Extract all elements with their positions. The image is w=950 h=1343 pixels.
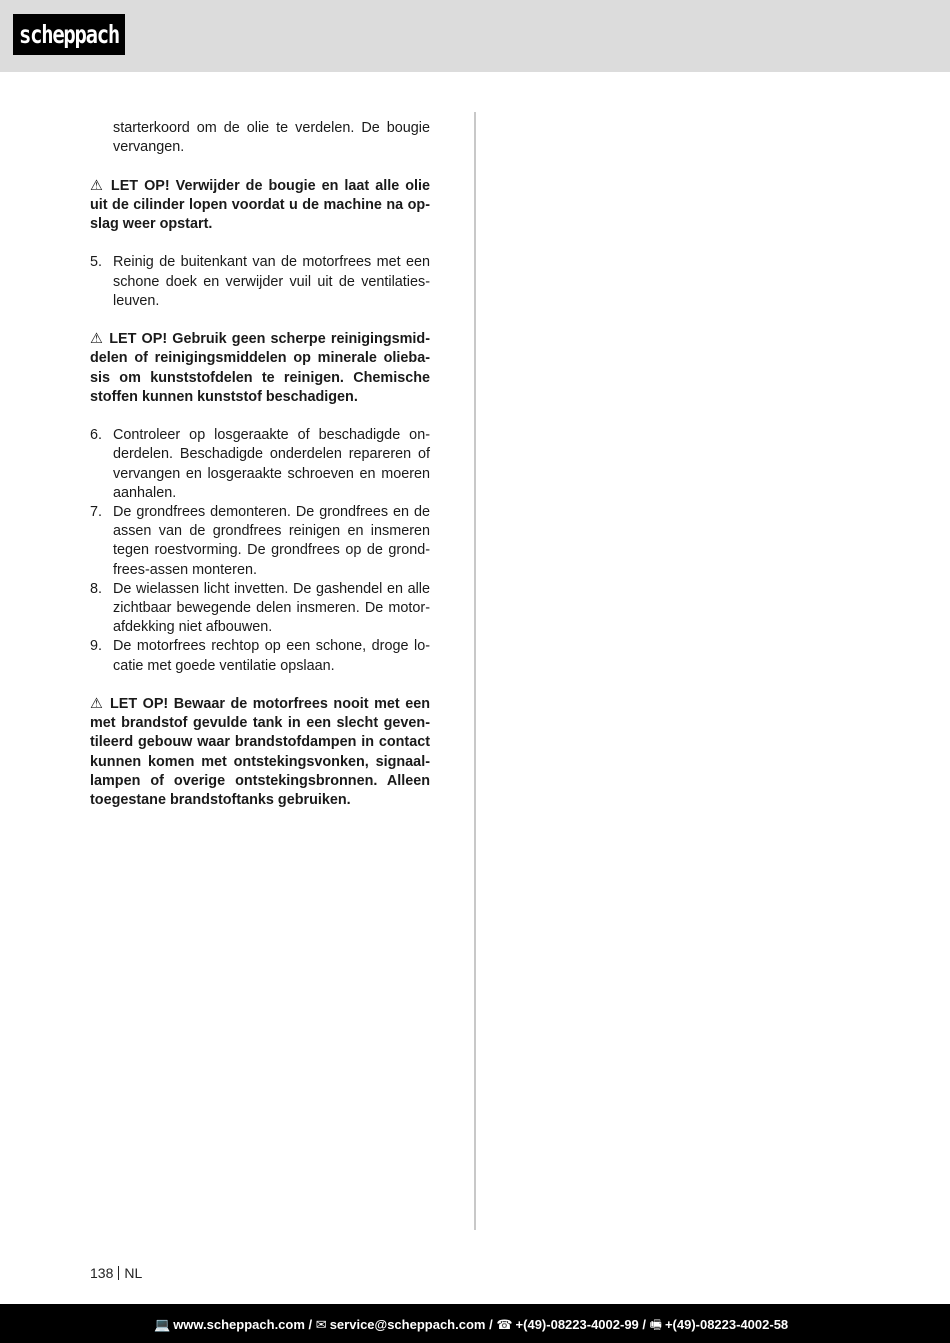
footer-fax: +(49)-08223-4002-58: [664, 1317, 789, 1332]
warning-label: LET OP!: [110, 177, 170, 194]
list-item-number: 6.: [90, 427, 103, 444]
warning-text: Bewaar de motorfrees nooit met een met brandstof gevulde tank in een slecht geventileerd gebouw waar brandstofdampen in contact kunnen komen met ontstekingsvonken, signaallampen of overige ontstekingsbronnen. Alleen toegestane brandstoftanks gebruiken.: [90, 696, 431, 809]
list-item: [90, 503, 430, 580]
warning-triangle-icon: ⚠: [90, 331, 105, 348]
list-item-text: De wielassen licht invetten. De gashendel en alle zichtbaar bewegende delen insmeren. De motorafdekking niet afbouwen.: [113, 580, 430, 636]
envelope-icon: ✉: [315, 1317, 327, 1332]
list-item: [90, 580, 430, 638]
footer-contact: [154, 1316, 788, 1338]
warning-block: [90, 330, 430, 407]
list-item: [90, 637, 430, 675]
footer-email[interactable]: service@scheppach.com: [329, 1317, 486, 1332]
list-item-text: Controleer op losgeraakte of beschadigde onderdelen. Beschadigde onderdelen repareren of vervangen en losgeraakte schroeven en moeren aanhalen.: [113, 427, 430, 501]
laptop-icon: 💻: [154, 1317, 171, 1332]
main-column: [90, 119, 430, 810]
list-item-text: Reinig de buitenkant van de motorfrees met een schone doek en verwijder vuil uit de ventilatiesleuven.: [113, 254, 430, 309]
page-header: [0, 0, 950, 72]
column-divider: [474, 112, 476, 1230]
warning-label: LET OP!: [109, 696, 169, 713]
footer-phone[interactable]: +(49)-08223-4002-99: [515, 1317, 639, 1332]
list-item-text: De motorfrees rechtop op een schone, droge locatie met goede ventilatie opslaan.: [113, 638, 430, 674]
page-number-value: 138: [90, 1265, 114, 1281]
footer-separator: /: [489, 1317, 493, 1332]
warning-text: Gebruik geen scherpe reinigingsmiddelen of reinigingsmiddelen op minerale oliebasis om kunststofdelen te reinigen. Chemische stoffen kunnen kunststof beschadigen.: [90, 331, 431, 405]
list-item-text: De grondfrees demonteren. De grondfrees en de assen van de grondfrees reinigen en insmeren tegen roestvorming. De grondfrees op de grondfrees-assen monteren.: [113, 504, 430, 578]
list-item: [90, 426, 430, 503]
warning-triangle-icon: ⚠: [90, 177, 105, 194]
phone-icon: ☎: [496, 1317, 513, 1332]
fax-icon: 🖷: [649, 1317, 662, 1332]
list-item-number: 9.: [90, 638, 103, 655]
warning-block: [90, 177, 430, 235]
list-item-number: 7.: [90, 504, 103, 520]
warning-label: LET OP!: [109, 331, 168, 348]
scheppach-logo: scheppach: [13, 14, 125, 55]
warning-block: [90, 695, 430, 810]
list-item-number: 8.: [90, 580, 103, 597]
footer-website[interactable]: www.scheppach.com: [173, 1317, 305, 1332]
page-number: [90, 1265, 142, 1281]
page-number-separator: [118, 1266, 119, 1280]
page-footer: [0, 1304, 950, 1343]
warning-triangle-icon: ⚠: [90, 696, 105, 713]
footer-separator: /: [642, 1317, 647, 1332]
footer-separator: /: [308, 1317, 313, 1332]
warning-text: Verwijder de bougie en laat alle olie uit de cilinder lopen voordat u de machine na opslag weer opstart.: [90, 177, 430, 232]
page-language: NL: [124, 1265, 143, 1281]
list-item: [90, 253, 430, 311]
intro-text: starterkoord om de olie te verdelen. De bougie vervangen.: [113, 120, 430, 156]
list-item-number: 5.: [90, 254, 103, 271]
